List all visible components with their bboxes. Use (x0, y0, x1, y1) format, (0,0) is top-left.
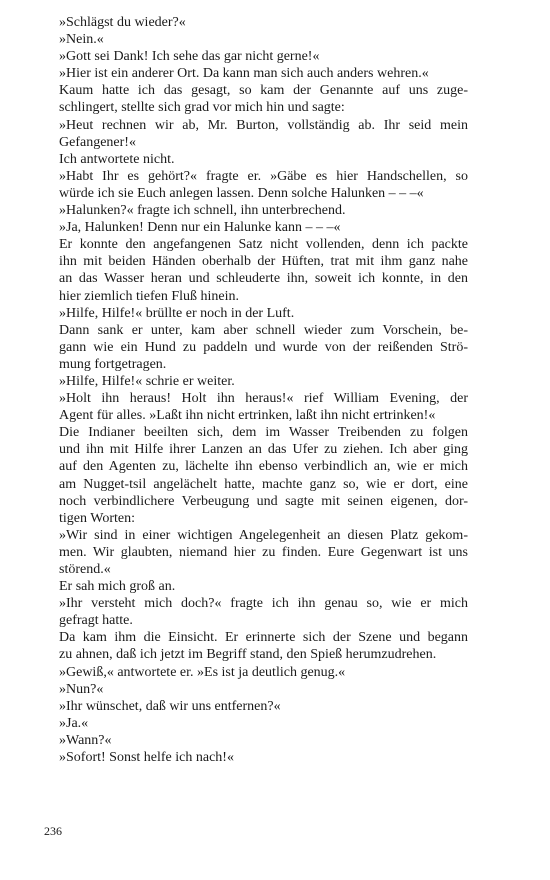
text-line: »Hilfe, Hilfe!« schrie er weiter. (59, 373, 235, 389)
page-number: 236 (44, 824, 62, 838)
text-line: »Ja, Halunken! Denn nur ein Halunke kann – – –« (59, 220, 341, 236)
text-line: »Wann?« (59, 732, 112, 748)
text-line: Gefangener!« (59, 134, 136, 150)
paragraph (44, 219, 468, 236)
text-line: Da kam ihm die Einsicht. Er erinnerte sich der Szene und begann (59, 630, 468, 646)
paragraph (44, 390, 468, 424)
text-line: »Hilfe, Hilfe!« brüllte er noch in der Luft. (59, 305, 295, 321)
paragraph (44, 698, 468, 715)
paragraph (44, 424, 468, 527)
text-line: Die Indianer beeilten sich, dem im Wasser Treibenden zu folgen (59, 425, 468, 441)
paragraph (44, 236, 468, 304)
text-line: hier ziemlich tiefen Fluß hinein. (59, 288, 240, 304)
text-line: ihn mit beiden Händen oberhalb der Hüften, trat mit ihm ganz nahe (59, 254, 468, 270)
paragraph (44, 65, 468, 82)
text-line: am Nugget-tsil angelächelt hatte, machte ganz so, wie er dort, eine (59, 476, 468, 492)
paragraph (44, 117, 468, 151)
text-line: »Sofort! Sonst helfe ich nach!« (59, 750, 234, 766)
text-line: »Halunken?« fragte ich schnell, ihn unterbrechend. (59, 203, 346, 219)
paragraph (44, 322, 468, 373)
text-line: »Ja.« (59, 715, 89, 731)
paragraph (44, 681, 468, 698)
text-line: »Schlägst du wieder?« (59, 15, 186, 30)
paragraph (44, 168, 468, 202)
paragraph (44, 48, 468, 65)
text-line: »Hier ist ein anderer Ort. Da kann man sich auch anders wehren.« (59, 66, 429, 82)
text-line: an das Wasser heran und schleuderte ihn, soweit ich konnte, in den (59, 271, 468, 287)
text-line: »Nein.« (59, 32, 104, 48)
paragraph (44, 202, 468, 219)
text-line: »Ihr wünschet, daß wir uns entfernen?« (59, 698, 281, 714)
text-line: gefragt hatte. (59, 613, 133, 629)
paragraph (44, 151, 468, 168)
text-line: Er sah mich groß an. (59, 579, 176, 595)
text-line: Dann sank er unter, kam aber schnell wieder zum Vorschein, be- (59, 322, 468, 338)
text-line: »Nun?« (59, 681, 104, 697)
paragraph (44, 527, 468, 578)
text-line: Er konnte den angefangenen Satz nicht vollenden, denn ich packte (59, 237, 468, 253)
text-line: gann wie ein Hund zu paddeln und wurde von der reißenden Strö- (59, 339, 468, 355)
paragraph (44, 664, 468, 681)
paragraph (44, 31, 468, 48)
text-line: »Ihr versteht mich doch?« fragte ich ihn genau so, wie er mich (59, 596, 468, 612)
text-line: »Gewiß,« antwortete er. »Es ist ja deutlich genug.« (59, 664, 346, 680)
text-line: Agent für alles. »Laßt ihn nicht ertrinken, laßt ihn nicht ertrinken!« (59, 408, 436, 424)
text-line: »Holt ihn heraus! Holt ihn heraus!« rief William Evening, der (59, 391, 468, 407)
paragraph (44, 373, 468, 390)
text-line: schlingert, stellte sich grad vor mich hin und sagte: (59, 100, 345, 116)
text-line: »Wir sind in einer wichtigen Angelegenheit an diesen Platz gekom- (59, 527, 468, 543)
text-line: würde ich sie Euch anlegen lassen. Denn solche Halunken – – –« (59, 185, 424, 201)
paragraph (44, 595, 468, 629)
paragraph (44, 715, 468, 732)
text-line: »Habt Ihr es gehört?« fragte er. »Gäbe es hier Handschellen, so (59, 168, 468, 184)
text-line: »Heut rechnen wir ab, Mr. Burton, vollständig ab. Ihr seid mein (59, 117, 468, 133)
text-line: noch verbindlichere Verbeugung und sagte mit seinen eigenen, dor- (59, 493, 468, 509)
text-line: mung fortgetragen. (59, 356, 167, 372)
paragraph (44, 82, 468, 116)
paragraph (44, 629, 468, 663)
text-line: und ihn mit Hilfe ihrer Lanzen an das Ufer zu ziehen. Ich aber ging (59, 442, 468, 458)
paragraph (44, 732, 468, 749)
text-line: Kaum hatte ich das gesagt, so kam der Genannte auf uns zuge- (59, 83, 468, 99)
paragraph (44, 578, 468, 595)
text-line: »Gott sei Dank! Ich sehe das gar nicht gerne!« (59, 49, 320, 65)
text-line: men. Wir glaubten, niemand hier zu finden. Eure Gegenwart ist uns (59, 544, 468, 560)
paragraph (44, 749, 468, 766)
text-line: störend.« (59, 562, 111, 577)
text-line: auf den Agenten zu, lächelte ihn ebenso verbindlich an, wie er mich (59, 459, 468, 475)
text-line: zu ahnen, daß ich jetzt im Begriff stand, den Spieß herumzudrehen. (59, 647, 437, 663)
text-line: Ich antwortete nicht. (59, 151, 175, 167)
paragraph (44, 14, 468, 31)
body-text (44, 14, 468, 766)
paragraph (44, 305, 468, 322)
text-line: tigen Worten: (59, 510, 135, 526)
